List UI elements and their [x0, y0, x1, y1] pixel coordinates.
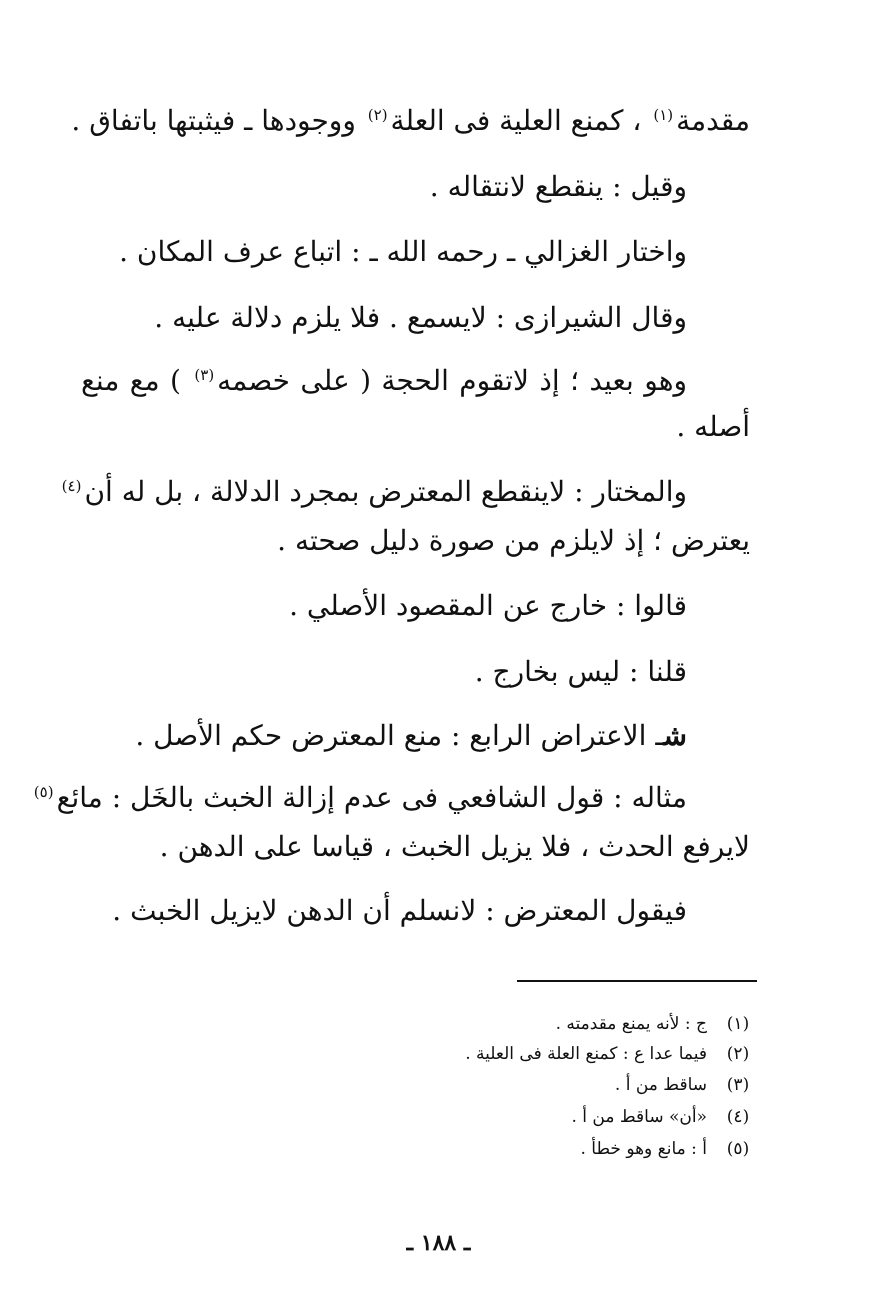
text-line-14: فيقول المعترض : لانسلم أن الدهن لايزيل الخبث .: [112, 894, 687, 927]
footnote-ref-5[interactable]: (٥): [33, 782, 54, 801]
footnote-text: ج : لأنه يمنع مقدمته .: [555, 1014, 707, 1034]
text-line-11: [125, 716, 687, 756]
section-marker: ش: [663, 719, 687, 752]
footnote-number: (١): [726, 1014, 750, 1034]
text-line-10: قلنا : ليس بخارج .: [474, 655, 687, 688]
footnote-5: [197, 1135, 757, 1163]
text-segment: ووجودها ـ فيثبتها باتفاق .: [71, 104, 356, 137]
text-segment: والمختار : لاينقطع المعترض بمجرد الدلالة ، بل له أن: [84, 475, 687, 508]
text-line-12: [33, 778, 687, 818]
footnote-text: «أن» ساقط من أ .: [571, 1107, 707, 1127]
footnote-number: (٤): [726, 1107, 750, 1127]
footnote-text: أ : مانع وهو خطأ .: [580, 1139, 707, 1159]
text-line-5: [81, 361, 687, 401]
text-line-1: [71, 101, 750, 141]
footnote-4: [197, 1103, 757, 1131]
footnote-ref-1[interactable]: (١): [653, 105, 674, 124]
footnote-number: (٥): [726, 1139, 750, 1159]
footnote-ref-3[interactable]: (٣): [194, 365, 215, 384]
footnote-3: [197, 1071, 757, 1099]
text-segment: مثاله : قول الشافعي فى عدم إزالة الخبث بالخَل : مائع: [56, 781, 687, 814]
footnote-number: (٢): [726, 1044, 750, 1064]
text-segment: ) مع منع: [81, 364, 181, 397]
text-line-2: وقيل : ينقطع لانتقاله .: [429, 170, 687, 203]
text-line-6: أصله .: [676, 410, 750, 443]
footnote-text: فيما عدا ع : كمنع العلة فى العلية .: [465, 1044, 707, 1064]
text-segment: ، كمنع العلية فى العلة: [390, 104, 642, 137]
text-line-4: وقال الشيرازى : لايسمع . فلا يلزم دلالة عليه .: [154, 301, 687, 334]
footnote-1: [197, 1010, 757, 1038]
footnote-number: (٣): [726, 1075, 750, 1095]
text-line-13: لايرفع الحدث ، فلا يزيل الخبث ، قياسا على الدهن .: [159, 830, 750, 863]
footnote-ref-4[interactable]: (٤): [61, 476, 82, 495]
footnote-separator: [517, 980, 757, 982]
text-line-9: قالوا : خارج عن المقصود الأصلي .: [289, 589, 687, 622]
text-segment: مقدمة: [676, 104, 750, 137]
footnote-ref-2[interactable]: (٢): [367, 105, 388, 124]
text-segment: وهو بعيد ؛ إذ لاتقوم الحجة ( على خصمه: [217, 364, 687, 397]
footnote-text: ساقط من أ .: [614, 1075, 707, 1095]
page-number: ـ ١٨٨ ـ: [406, 1230, 471, 1256]
text-line-7: [61, 472, 687, 512]
footnote-2: [197, 1040, 757, 1068]
text-segment: ـ الاعتراض الرابع : منع المعترض حكم الأصل .: [135, 719, 664, 752]
text-line-8: يعترض ؛ إذ لايلزم من صورة دليل صحته .: [277, 524, 750, 557]
text-line-3: واختار الغزالي ـ رحمه الله ـ : اتباع عرف المكان .: [119, 235, 687, 268]
